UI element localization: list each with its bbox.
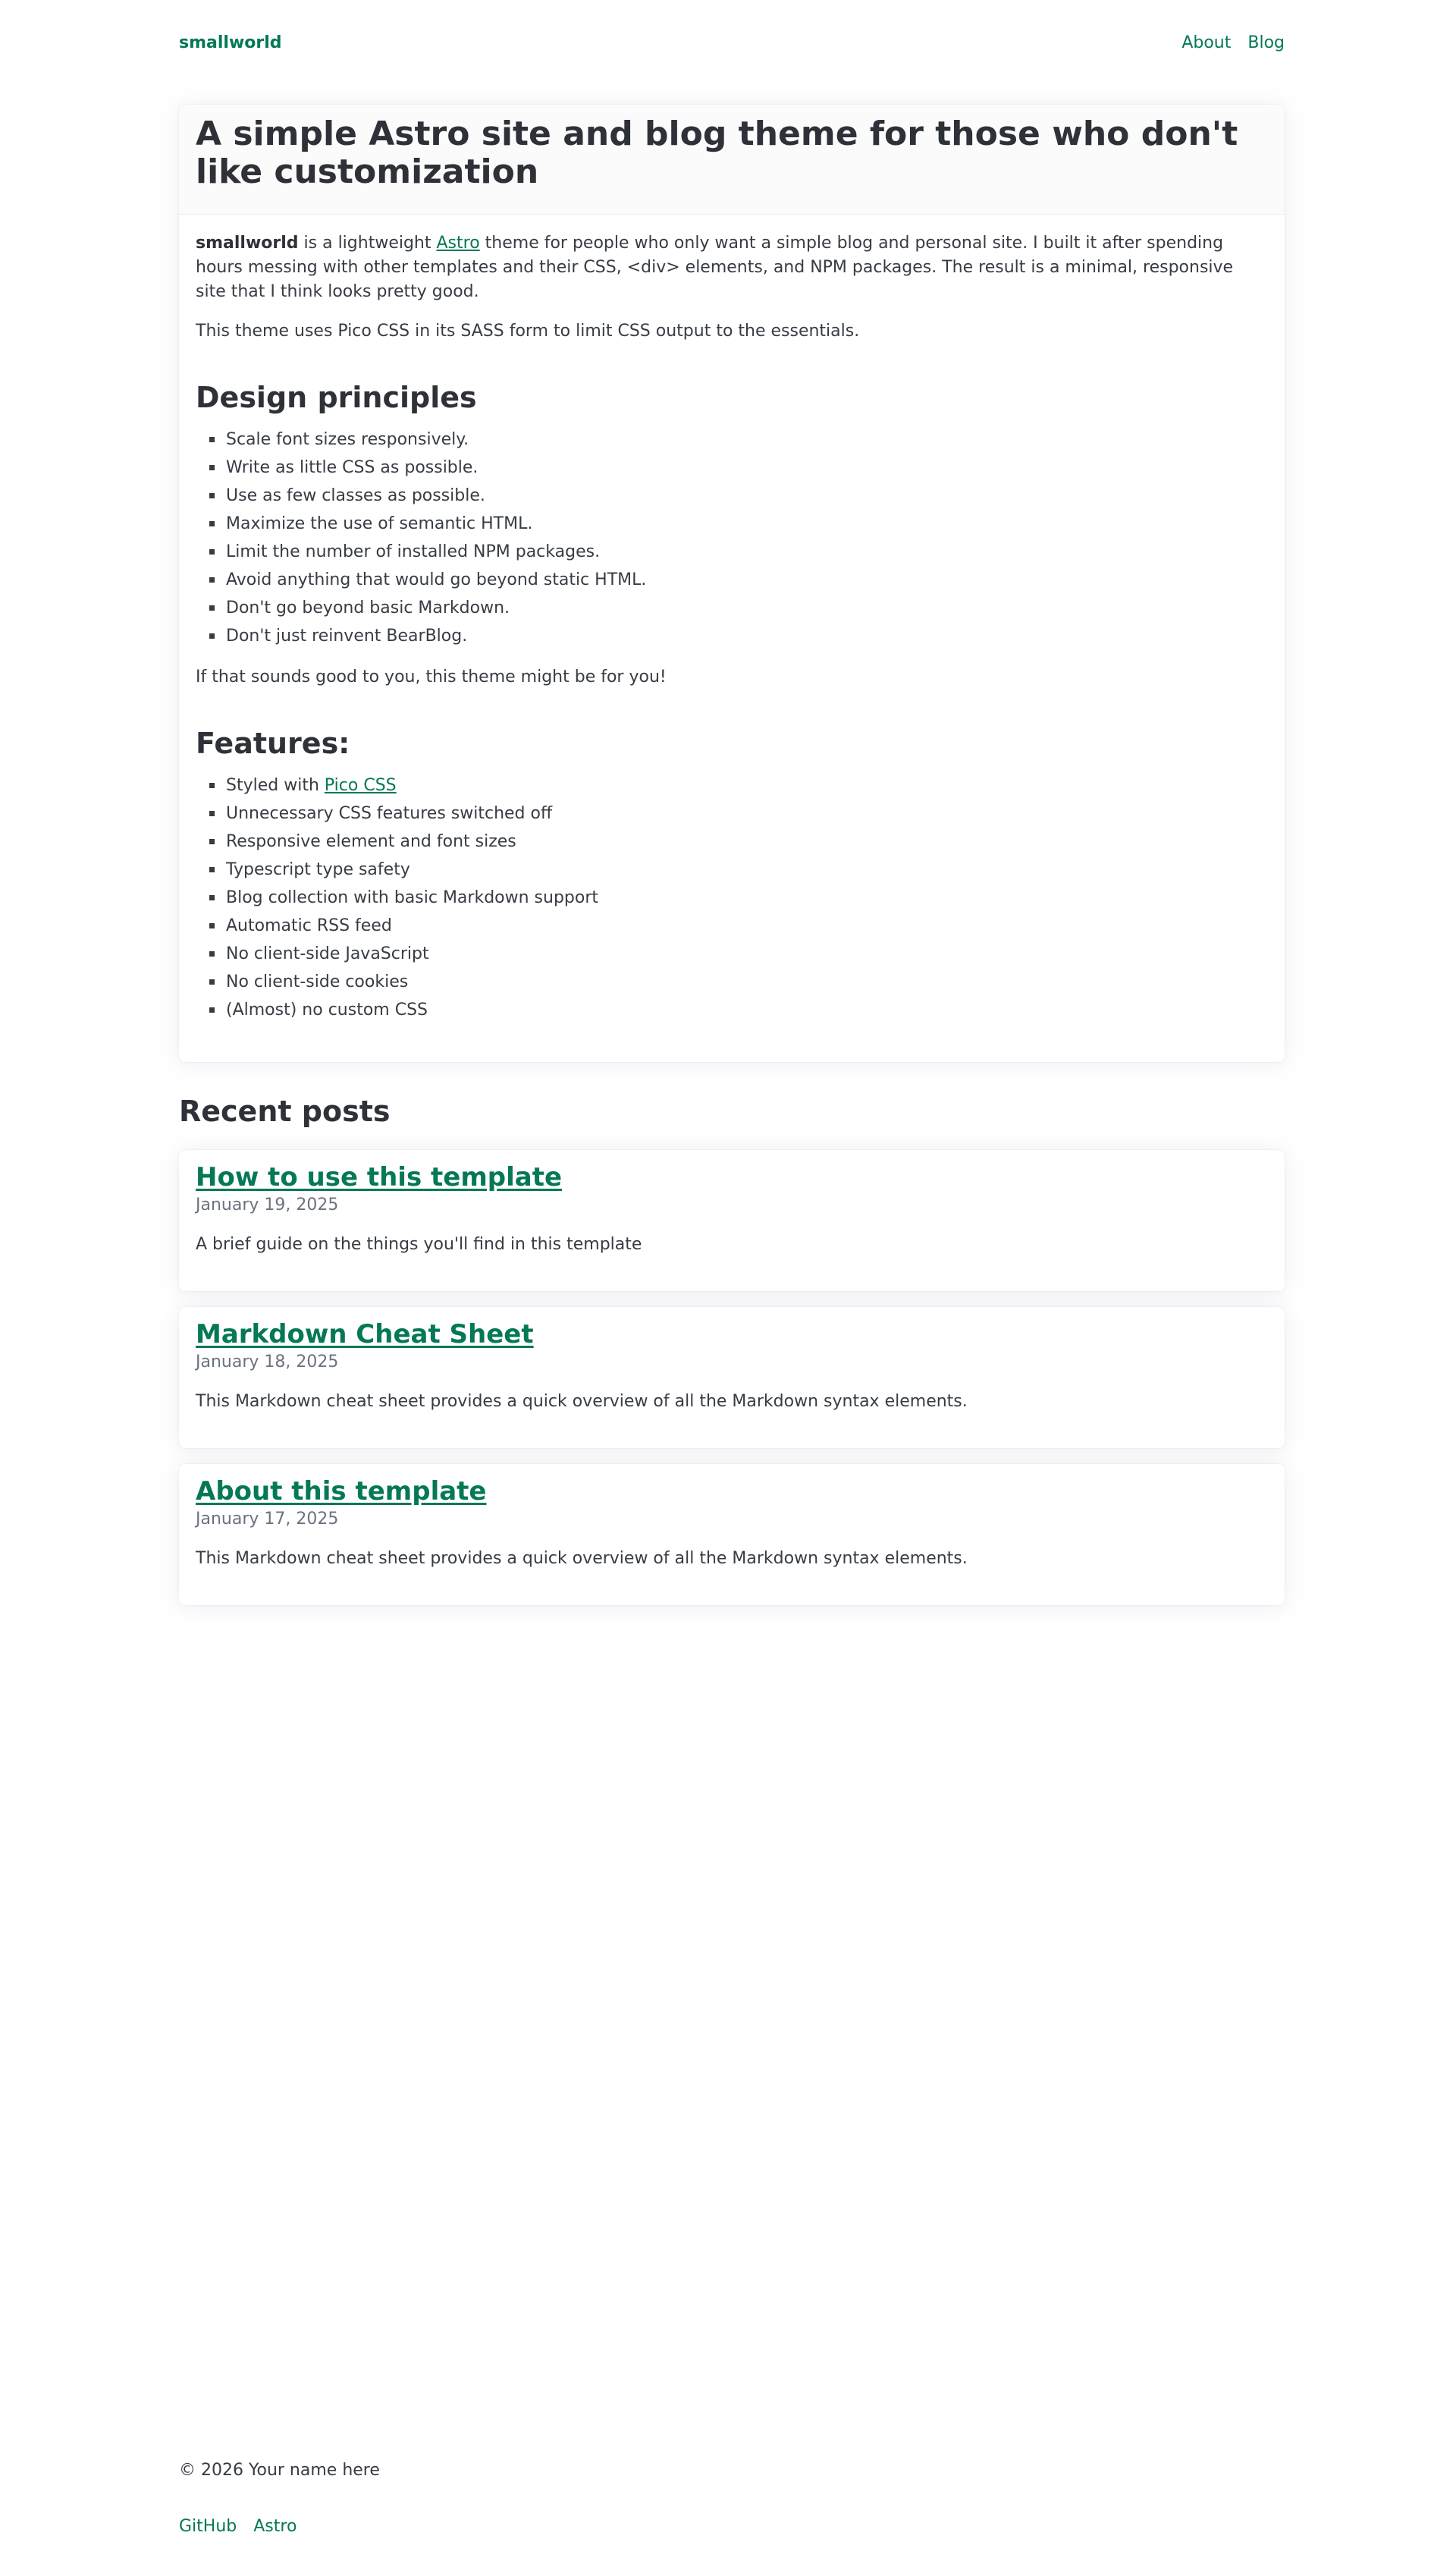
post-title-link[interactable]: How to use this template <box>196 1162 563 1192</box>
intro-brand-bold: smallworld <box>196 234 299 253</box>
astro-link[interactable]: Astro <box>436 234 480 253</box>
copyright-text: © 2026 Your name here <box>179 2461 380 2480</box>
intro-text-a: is a lightweight <box>298 234 437 253</box>
post-description: A brief guide on the things you'll find in this template <box>196 1235 642 1254</box>
recent-posts-heading: Recent posts <box>179 1095 391 1128</box>
post-card <box>179 1464 1285 1605</box>
list-item: Responsive element and font sizes <box>226 828 1268 856</box>
post-title <box>196 1162 562 1192</box>
post-title-link[interactable]: Markdown Cheat Sheet <box>196 1319 534 1349</box>
features-heading: Features: <box>196 727 350 760</box>
footer-github-link[interactable]: GitHub <box>179 2517 237 2536</box>
post-description: This Markdown cheat sheet provides a quick overview of all the Markdown syntax elements. <box>196 1549 968 1568</box>
features-list <box>196 771 1268 1024</box>
list-item: Limit the number of installed NPM packages. <box>226 538 1268 566</box>
list-item: Write as little CSS as possible. <box>226 454 1268 482</box>
post-date: January 17, 2025 <box>196 1510 339 1529</box>
design-principles-list <box>196 426 1268 650</box>
list-item: Automatic RSS feed <box>226 912 1268 940</box>
pico-css-link[interactable]: Pico CSS <box>324 776 397 795</box>
list-item <box>226 771 1268 800</box>
post-card <box>179 1150 1285 1291</box>
intro-header <box>179 105 1285 215</box>
list-item: No client-side JavaScript <box>226 940 1268 968</box>
intro-article <box>179 105 1285 1062</box>
site-header <box>179 30 1285 58</box>
list-item: Don't go beyond basic Markdown. <box>226 594 1268 622</box>
list-item: Use as few classes as possible. <box>226 482 1268 510</box>
list-item: Scale font sizes responsively. <box>226 426 1268 454</box>
post-title-link[interactable]: About this template <box>196 1476 487 1507</box>
post-card <box>179 1307 1285 1448</box>
list-item: Typescript type safety <box>226 856 1268 884</box>
main-nav <box>1181 33 1285 52</box>
list-item: Don't just reinvent BearBlog. <box>226 622 1268 650</box>
feature-prefix: Styled with <box>226 776 325 795</box>
list-item: (Almost) no custom CSS <box>226 996 1268 1024</box>
intro-paragraph-3: If that sounds good to you, this theme might be for you! <box>196 668 667 687</box>
post-title <box>196 1476 486 1507</box>
page-title: A simple Astro site and blog theme for those who don't like customization <box>196 115 1238 191</box>
intro-body <box>179 215 1285 1024</box>
post-date: January 19, 2025 <box>196 1196 339 1214</box>
brand-link[interactable]: smallworld <box>179 33 282 52</box>
footer-astro-link[interactable]: Astro <box>253 2517 297 2536</box>
list-item: Blog collection with basic Markdown support <box>226 884 1268 912</box>
intro-paragraph-1 <box>196 231 1268 304</box>
list-item: Avoid anything that would go beyond static HTML. <box>226 566 1268 594</box>
nav-about-link[interactable]: About <box>1181 33 1232 52</box>
post-title <box>196 1319 534 1349</box>
post-date: January 18, 2025 <box>196 1353 339 1371</box>
post-description: This Markdown cheat sheet provides a quick overview of all the Markdown syntax elements. <box>196 1392 968 1411</box>
list-item: Maximize the use of semantic HTML. <box>226 510 1268 538</box>
intro-text-b: theme for people who only want a simple blog and personal site. I built it after spending hours messing with other templates and their CSS, <div> elements, and NPM packages. The result is a minimal, responsive site that I think looks pretty good. <box>196 234 1234 301</box>
list-item: Unnecessary CSS features switched off <box>226 800 1268 828</box>
footer-links <box>179 2517 297 2536</box>
list-item: No client-side cookies <box>226 968 1268 996</box>
intro-paragraph-2: This theme uses Pico CSS in its SASS form to limit CSS output to the essentials. <box>196 322 860 341</box>
nav-blog-link[interactable]: Blog <box>1247 33 1285 52</box>
design-principles-heading: Design principles <box>196 381 477 414</box>
